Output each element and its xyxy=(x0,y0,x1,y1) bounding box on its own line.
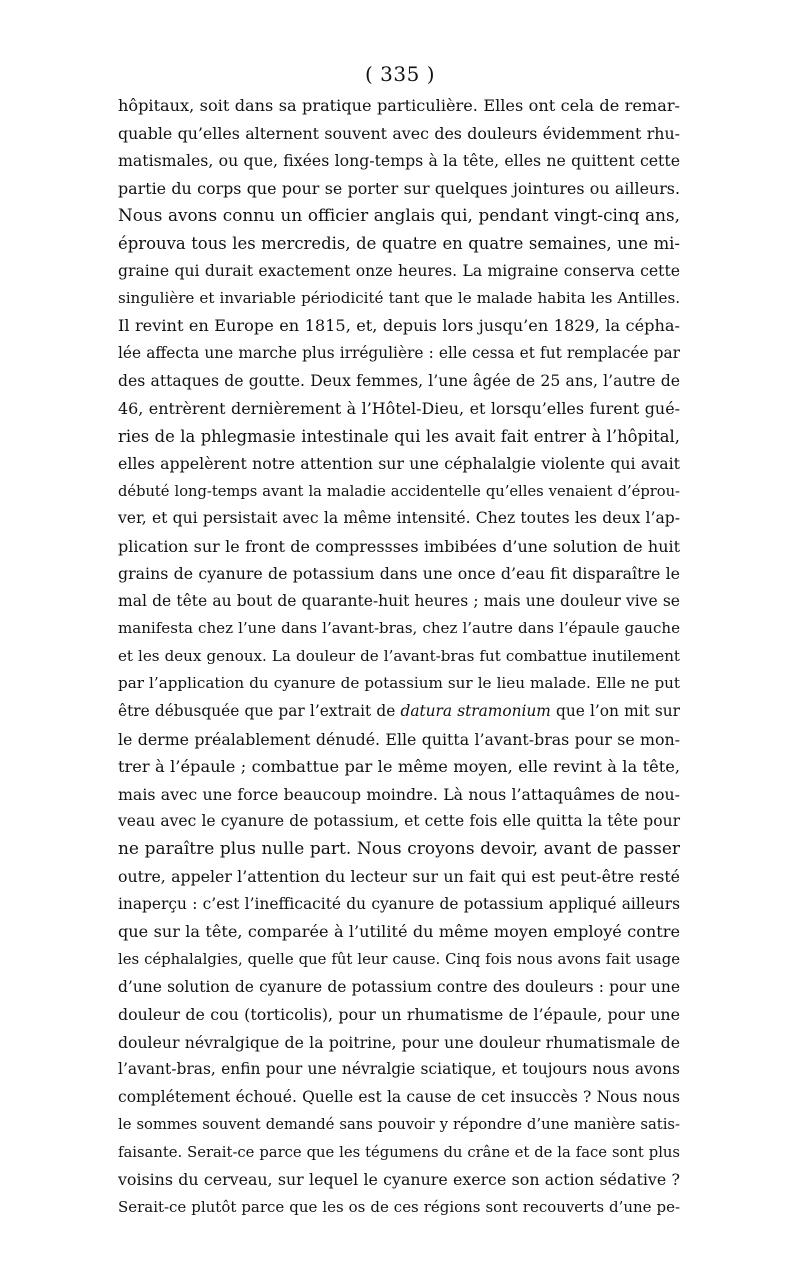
text-line: veau avec le cyanure de potassium, et cette fois elle quitta la tête pour xyxy=(118,812,680,831)
text-line: outre, appeler l’attention du lecteur sur un fait qui est peut-être resté xyxy=(118,867,680,887)
text-line: et les deux genoux. La douleur de l’avant-bras fut combattue inutilement xyxy=(118,646,680,665)
text-line: ne paraître plus nulle part. Nous croyons devoir, avant de passer xyxy=(118,838,680,859)
text-segment: être débusquée que par l’extrait de xyxy=(118,702,401,721)
text-line: partie du corps que pour se porter sur quelques jointures ou ailleurs. xyxy=(118,178,680,198)
text-line: lée affecta une marche plus irrégulière : elle cessa et fut remplacée par xyxy=(118,343,680,362)
text-line: manifesta chez l’une dans l’avant-bras, chez l’autre dans l’épaule gauche xyxy=(118,619,680,638)
text-line: le derme préalablement dénudé. Elle quitta l’avant-bras pour se mon- xyxy=(118,729,680,749)
text-line: l’avant-bras, enfin pour une névralgie sciatique, et toujours nous avons xyxy=(118,1060,680,1079)
page-number: ( 335 ) xyxy=(365,62,435,86)
text-line: singulière et invariable périodicité tant que le malade habita les Antilles. xyxy=(118,288,680,307)
text-line: mal de tête au bout de quarante-huit heures ; mais une douleur vive se xyxy=(118,591,680,610)
body-text xyxy=(118,92,680,1221)
text-line: faisante. Serait-ce parce que les tégumens du crâne et de la face sont plus xyxy=(118,1143,680,1161)
text-line: plication sur le front de compressses imbibées d’une solution de huit xyxy=(118,536,680,556)
text-line: par l’application du cyanure de potassium sur le lieu malade. Elle ne put xyxy=(118,674,680,693)
text-line: Serait-ce plutôt parce que les os de ces régions sont recouverts d’une pe- xyxy=(118,1197,680,1216)
text-line: douleur névralgique de la poitrine, pour une douleur rhumatismale de xyxy=(118,1032,680,1052)
text-line: le sommes souvent demandé sans pouvoir y répondre d’une manière satis- xyxy=(118,1116,680,1134)
text-line xyxy=(118,698,680,726)
text-line: éprouva tous les mercredis, de quatre en quatre semaines, une mi- xyxy=(118,233,680,253)
text-line: 46, entrèrent dernièrement à l’Hôtel-Dieu, et lorsqu’elles furent gué- xyxy=(118,399,680,419)
text-line: inaperçu : c’est l’inefficacité du cyanure de potassium appliqué ailleurs xyxy=(118,894,680,913)
text-line: ver, et qui persistait avec la même intensité. Chez toutes les deux l’ap- xyxy=(118,509,680,528)
italic-term: datura stramonium xyxy=(400,702,551,721)
text-line: Il revint en Europe en 1815, et, depuis lors jusqu’en 1829, la cépha- xyxy=(118,316,680,336)
text-line: débuté long-temps avant la maladie accidentelle qu’elles venaient d’éprou- xyxy=(118,482,680,500)
text-line: que sur la tête, comparée à l’utilité du même moyen employé contre xyxy=(118,922,680,942)
text-line: complétement échoué. Quelle est la cause de cet insuccès ? Nous nous xyxy=(118,1087,680,1106)
text-line: d’une solution de cyanure de potassium contre des douleurs : pour une xyxy=(118,977,680,996)
text-line: elles appelèrent notre attention sur une céphalalgie violente qui avait xyxy=(118,454,680,474)
text-line: grains de cyanure de potassium dans une once d’eau fit disparaître le xyxy=(118,564,680,584)
text-line: ries de la phlegmasie intestinale qui les avait fait entrer à l’hôpital, xyxy=(118,426,680,446)
text-line: des attaques de goutte. Deux femmes, l’une âgée de 25 ans, l’autre de xyxy=(118,371,680,391)
text-line: matismales, ou que, fixées long-temps à la tête, elles ne quittent cette xyxy=(118,151,680,171)
text-line: graine qui durait exactement onze heures. La migraine conserva cette xyxy=(118,261,680,281)
text-line: mais avec une force beaucoup moindre. Là nous l’attaquâmes de nou- xyxy=(118,784,680,804)
text-line: quable qu’elles alternent souvent avec des douleurs évidemment rhu- xyxy=(118,123,680,143)
text-line: Nous avons connu un officier anglais qui, pendant vingt-cinq ans, xyxy=(118,205,680,226)
text-line: voisins du cerveau, sur lequel le cyanure exerce son action sédative ? xyxy=(118,1170,680,1190)
text-line: trer à l’épaule ; combattue par le même moyen, elle revint à la tête, xyxy=(118,757,680,777)
text-line: douleur de cou (torticolis), pour un rhumatisme de l’épaule, pour une xyxy=(118,1005,680,1025)
text-segment: que l’on mit sur xyxy=(550,702,680,721)
text-line: les céphalalgies, quelle que fût leur cause. Cinq fois nous avons fait usage xyxy=(118,950,680,968)
text-line: hôpitaux, soit dans sa pratique particulière. Elles ont cela de remar- xyxy=(118,96,680,115)
